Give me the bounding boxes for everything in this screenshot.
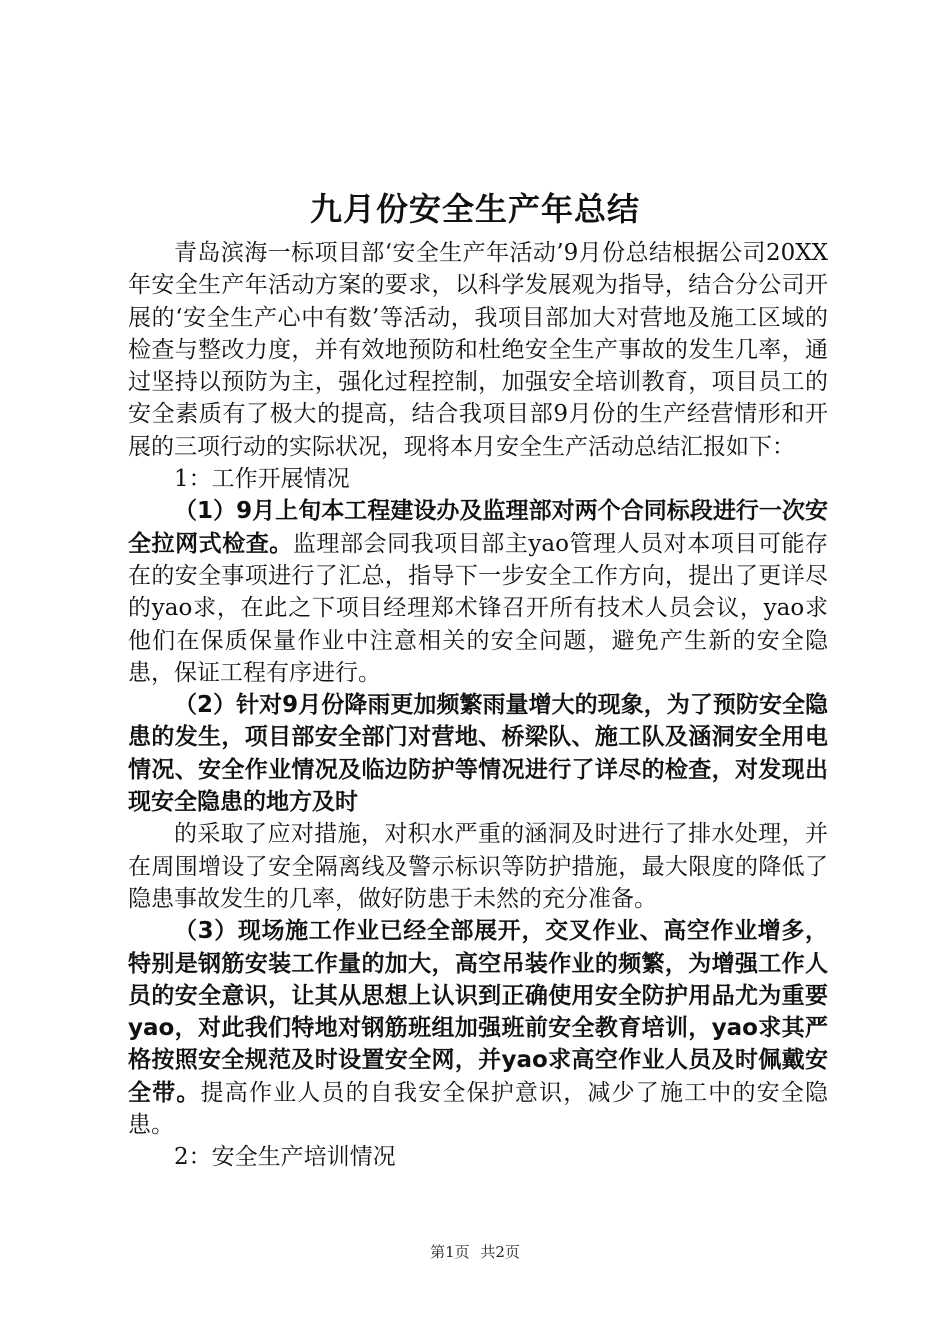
page-total: 共2页	[480, 1243, 520, 1261]
document-body	[128, 237, 828, 1174]
item-3-lead: （3）现场施工作业已经全部展开，交叉作业、高空作业增多，特别是钢筋安装工作量的加大，高空吊装作业的频繁，为增强工作人员的安全意识，让其从思想上认识到正确使用安全防护用品尤为重要yao，对此我们特地对钢筋班组加强班前安全教育培训，yao求其严格按照安全规范及时设置安全网，并yao求高空作业人员及时佩戴安全带。	[128, 918, 828, 1106]
item-3-paragraph	[128, 915, 828, 1141]
item-1-paragraph	[128, 495, 828, 689]
page-number: 第1页	[430, 1243, 470, 1261]
item-2-lead: （2）针对9月份降雨更加频繁雨量增大的现象，为了预防安全隐患的发生，项目部安全部门对营地、桥梁队、施工队及涵洞安全用电情况、安全作业情况及临边防护等情况进行了详尽的检查，对发现出现安全隐患的地方及时	[128, 692, 828, 816]
item-2-paragraph	[128, 689, 828, 818]
intro-paragraph: 青岛滨海一标项目部‘安全生产年活动’9月份总结根据公司20XX年安全生产年活动方案的要求，以科学发展观为指导，结合分公司开展的‘安全生产心中有数’等活动，我项目部加大对营地及施工区域的检查与整改力度，并有效地预防和杜绝安全生产事故的发生几率，通过坚持以预防为主，强化过程控制，加强安全培训教育，项目员工的安全素质有了极大的提高，结合我项目部9月份的生产经营情形和开展的三项行动的实际状况，现将本月安全生产活动总结汇报如下：	[128, 240, 828, 460]
section-2-heading: 2：安全生产培训情况	[174, 1144, 396, 1171]
item-3-text: 提高作业人员的自我安全保护意识，减少了施工中的安全隐患。	[128, 1079, 829, 1139]
item-2-continuation: 的采取了应对措施，对积水严重的涵洞及时进行了排水处理，并在周围增设了安全隔离线及警示标识等防护措施，最大限度的降低了隐患事故发生的几率，做好防患于未然的充分准备。	[128, 821, 828, 912]
item-1-lead: （1）9月上旬本工程建设办及监理部对两个合同标段进行一次安全拉网式检查。	[128, 498, 828, 557]
section-1-heading: 1：工作开展情况	[174, 466, 350, 493]
page-footer	[0, 1241, 950, 1263]
document-title: 九月份安全生产年总结	[309, 190, 640, 228]
item-1-text: 监理部会同我项目部主yao管理人员对本项目可能存在的安全事项进行了汇总，指导下一步安全工作方向，提出了更详尽的yao求，在此之下项目经理郑术锋召开所有技术人员会议，yao求他们在保质保量作业中注意相关的安全问题，避免产生新的安全隐患，保证工程有序进行。	[128, 530, 828, 686]
